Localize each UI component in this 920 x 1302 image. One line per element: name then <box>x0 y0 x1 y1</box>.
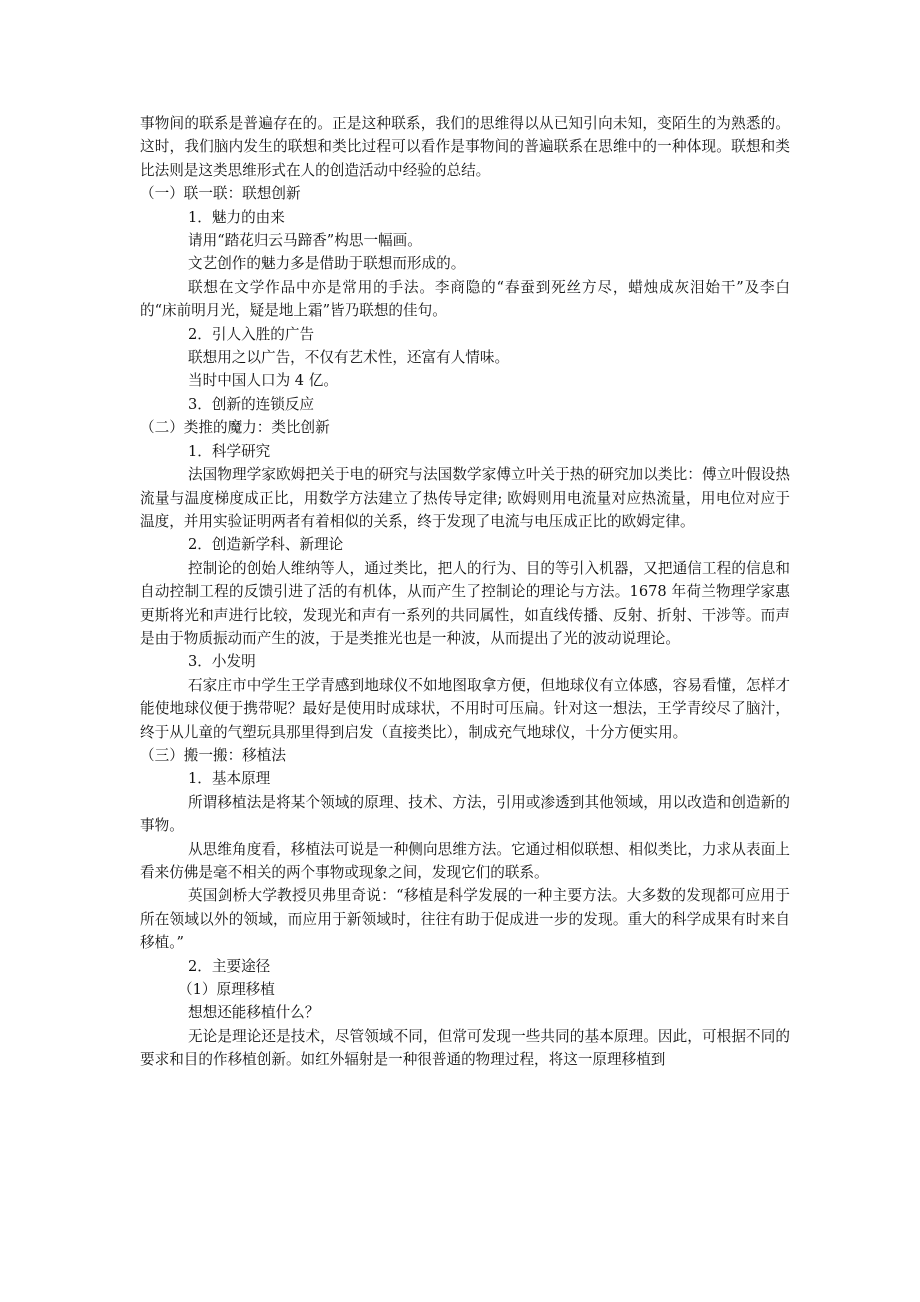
section-heading-analogy: （二）类推的魔力：类比创新 <box>140 419 330 437</box>
section-heading-association: （一）联一联：联想创新 <box>140 185 301 203</box>
body-paragraph: 想想还能移植什么？ <box>188 1004 320 1022</box>
body-paragraph: 控制论的创始人维纳等人，通过类比，把人的行为、目的等引入机器，又把通信工程的信息和自动控制工程的反馈引进了活的有机体，从而产生了控制论的理论与方法。1678 年荷兰物理学家惠更斯将光和声进行比较，发现光和声有一系列的共同属性，如直线传播、反射、折射、干涉等。而声是由于物质振动而产生的波，于是类推光也是一种波，从而提出了光的波动说理论。 <box>140 559 790 647</box>
subheading-advertising: 2．引人入胜的广告 <box>188 325 315 343</box>
subheading-charm-origin: 1．魅力的由来 <box>188 208 285 226</box>
subheading-main-approaches: 2．主要途径 <box>188 957 271 975</box>
body-paragraph: 无论是理论还是技术，尽管领域不同，但常可发现一些共同的基本原理。因此，可根据不同的要求和目的作移植创新。如红外辐射是一种很普通的物理过程，将这一原理移植到 <box>140 1027 790 1069</box>
section-heading-transplant: （三）搬一搬：移植法 <box>140 746 286 764</box>
body-paragraph: 联想用之以广告，不仅有艺术性，还富有人情味。 <box>188 349 510 367</box>
subheading-small-inventions: 3．小发明 <box>188 653 256 671</box>
body-paragraph: 从思维角度看，移植法可说是一种侧向思维方法。它通过相似联想、相似类比，力求从表面上看来仿佛是毫不相关的两个事物或现象之间，发现它们的联系。 <box>140 840 790 881</box>
subheading-principle-transplant: （1）原理移植 <box>178 981 275 999</box>
body-paragraph: 所谓移植法是将某个领域的原理、技术、方法，引用或渗透到其他领域，用以改造和创造新的事物。 <box>140 793 790 835</box>
body-paragraph: 联想在文学作品中亦是常用的手法。李商隐的“春蚕到死丝方尽，蜡烛成灰泪始干”及李白的“床前明月光，疑是地上霜”皆乃联想的佳句。 <box>140 278 790 320</box>
body-paragraph: 文艺创作的魅力多是借助于联想而形成的。 <box>188 255 466 273</box>
subheading-scientific-research: 1．科学研究 <box>188 442 271 460</box>
body-paragraph: 当时中国人口为 4 亿。 <box>188 372 338 390</box>
body-paragraph: 法国物理学家欧姆把关于电的研究与法国数学家傅立叶关于热的研究加以类比：傅立叶假设热流量与温度梯度成正比，用数学方法建立了热传导定律; 欧姆则用电流量对应热流量，用电位对应于温度，并用实验证明两者有着相似的关系，终于发现了电流与电压成正比的欧姆定律。 <box>140 466 790 530</box>
body-paragraph: 石家庄市中学生王学青感到地球仪不如地图取拿方便，但地球仪有立体感，容易看懂，怎样才能使地球仪便于携带呢？最好是使用时成球状，不用时可压扁。针对这一想法，王学青绞尽了脑汁，终于从儿童的气塑玩具那里得到启发（直接类比），制成充气地球仪，十分方便实用。 <box>140 676 790 741</box>
document-page <box>140 112 790 1072</box>
subheading-basic-principle: 1．基本原理 <box>188 770 271 788</box>
body-paragraph: 请用“踏花归云马蹄香”构思一幅画。 <box>188 232 422 250</box>
subheading-new-disciplines: 2．创造新学科、新理论 <box>188 536 344 554</box>
intro-paragraph: 事物间的联系是普遍存在的。正是这种联系，我们的思维得以从已知引向未知，变陌生的为熟悉的。这时，我们脑内发生的联想和类比过程可以看作是事物间的普遍联系在思维中的一种体现。联想和类比法则是这类思维形式在人的创造活动中经验的总结。 <box>140 115 790 179</box>
body-paragraph: 英国剑桥大学教授贝弗里奇说：“移植是科学发展的一种主要方法。大多数的发现都可应用于所在领域以外的领域，而应用于新领域时，往往有助于促成进一步的发现。重大的科学成果有时来自移植。” <box>140 887 790 952</box>
subheading-chain-reaction: 3．创新的连锁反应 <box>188 395 315 413</box>
